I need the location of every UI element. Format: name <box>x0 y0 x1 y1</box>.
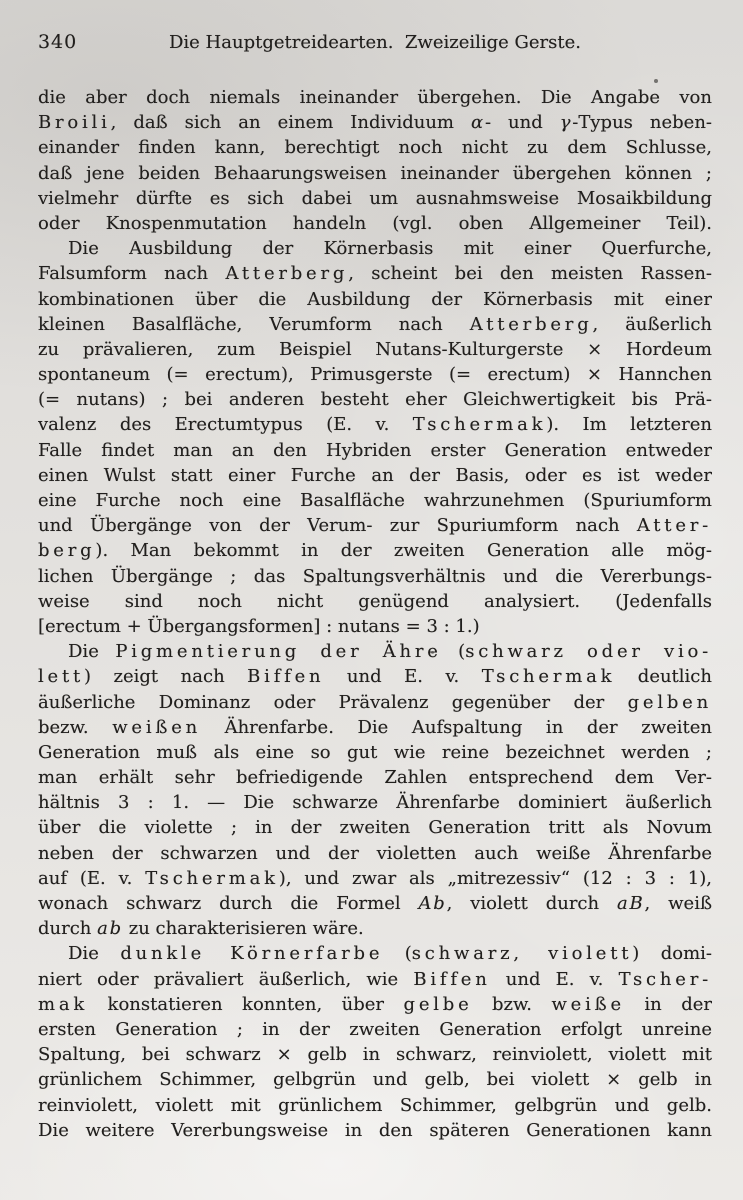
running-title: Die Hauptgetreidearten. Zweizeilige Gerste. <box>168 32 582 53</box>
text-block <box>38 85 712 1143</box>
text-line: Falle findet man an den Hybriden erster Generation entweder <box>38 439 712 461</box>
text-line: Falsumform nach Atterberg, scheint bei den meisten Rassen- <box>38 263 712 285</box>
text-line: die aber doch niemals ineinander übergehen. Die Angabe von <box>38 87 712 108</box>
text-line: niert oder prävaliert äußerlich, wie Biffen und E. v. Tscher- <box>38 968 712 990</box>
scan-speck <box>654 79 658 83</box>
text-line: zu prävalieren, zum Beispiel Nutans-Kulturgerste × Hordeum <box>38 338 712 360</box>
text-line: man erhält sehr befriedigende Zahlen entsprechend dem Ver- <box>38 767 712 789</box>
text-line: vielmehr dürfte es sich dabei um ausnahmsweise Mosaikbildung <box>38 187 712 209</box>
text-line: einen Wulst statt einer Furche an der Basis, oder es ist weder <box>38 464 712 486</box>
text-line: weise sind noch nicht genügend analysiert. (Jedenfalls <box>38 590 712 612</box>
text-line: Die Pigmentierung der Ähre (schwarz oder vio- <box>68 641 712 663</box>
text-line: wonach schwarz durch die Formel Ab, violett durch aB, weiß <box>38 893 712 914</box>
text-line: Die Ausbildung der Körnerbasis mit einer Querfurche, <box>68 238 712 260</box>
text-line: einander finden kann, berechtigt noch nicht zu dem Schlusse, <box>38 137 712 159</box>
text-line: Die weitere Vererbungsweise in den späteren Generationen kann <box>38 1119 712 1141</box>
text-line: bezw. weißen Ährenfarbe. Die Aufspaltung in der zweiten <box>38 716 712 738</box>
text-line: auf (E. v. Tschermak), und zwar als „mitrezessiv“ (12 : 3 : 1), <box>38 867 712 889</box>
text-line: reinviolett, violett mit grünlichem Schimmer, gelbgrün und gelb. <box>38 1094 712 1116</box>
text-line: hältnis 3 : 1. — Die schwarze Ährenfarbe dominiert äußerlich <box>38 792 712 814</box>
text-line: spontaneum (= erectum), Primusgerste (= erectum) × Hannchen <box>38 364 712 386</box>
text-line: Die dunkle Körnerfarbe (schwarz, violett) domi- <box>68 943 712 965</box>
text-line: (= nutans) ; bei anderen besteht eher Gleichwertigkeit bis Prä- <box>38 389 712 411</box>
text-line: äußerliche Dominanz oder Prävalenz gegenüber der gelben <box>38 691 712 713</box>
text-line: neben der schwarzen und der violetten auch weiße Ährenfarbe <box>38 842 712 864</box>
text-line: grünlichem Schimmer, gelbgrün und gelb, bei violett × gelb in <box>38 1069 712 1091</box>
text-line: durch ab zu charakterisieren wäre. <box>38 918 364 940</box>
text-line: oder Knospenmutation handeln (vgl. oben Allgemeiner Teil). <box>38 212 712 234</box>
text-line: kombinationen über die Ausbildung der Körnerbasis mit einer <box>38 288 712 310</box>
scan-speck <box>431 651 434 654</box>
page-header <box>38 31 712 57</box>
text-line: Spaltung, bei schwarz × gelb in schwarz, reinviolett, violett mit <box>38 1044 712 1066</box>
text-line: und Übergänge von der Verum- zur Spuriumform nach Atter- <box>38 515 712 537</box>
text-line: valenz des Erectumtypus (E. v. Tschermak). Im letzteren <box>38 414 712 436</box>
text-line: über die violette ; in der zweiten Generation tritt als Novum <box>38 817 712 839</box>
text-line: daß jene beiden Behaarungsweisen ineinander übergehen können ; <box>38 162 712 184</box>
text-line: mak konstatieren konnten, über gelbe bzw. weiße in der <box>38 993 712 1015</box>
page-number: 340 <box>38 31 78 53</box>
text-line: eine Furche noch eine Basalfläche wahrzunehmen (Spuriumform <box>38 490 712 511</box>
text-line: lett) zeigt nach Biffen und E. v. Tschermak deutlich <box>38 666 712 688</box>
text-line: Broili, daß sich an einem Individuum α- und γ-Typus neben- <box>38 112 712 134</box>
text-line: ersten Generation ; in der zweiten Generation erfolgt unreine <box>38 1018 712 1040</box>
text-line: berg). Man bekommt in der zweiten Generation alle mög- <box>38 540 712 562</box>
text-line: lichen Übergänge ; das Spaltungsverhältnis und die Vererbungs- <box>38 565 712 587</box>
text-line: kleinen Basalfläche, Verumform nach Atterberg, äußerlich <box>38 313 712 335</box>
text-line: Generation muß als eine so gut wie reine bezeichnet werden ; <box>38 741 712 763</box>
text-line: [erectum + Übergangsformen] : nutans = 3 : 1.) <box>38 615 480 637</box>
